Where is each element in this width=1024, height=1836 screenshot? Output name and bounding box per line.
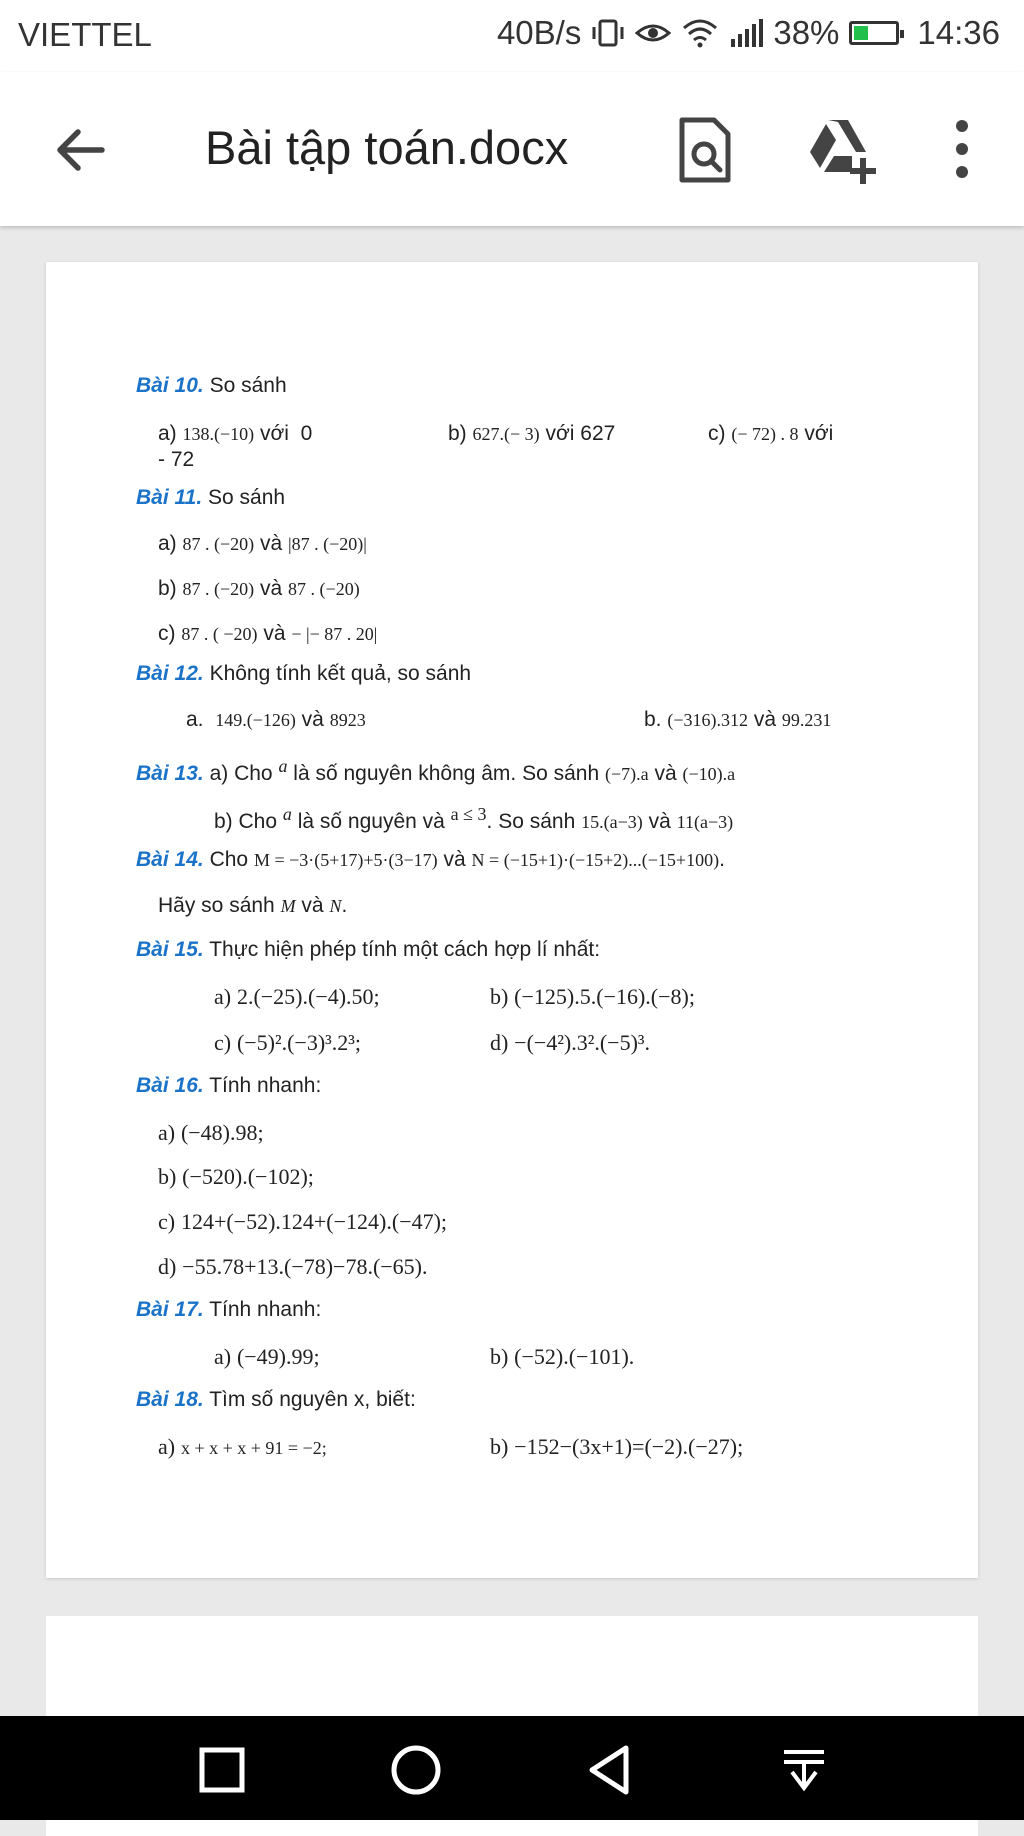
exercise-17-heading bbox=[136, 1298, 321, 1322]
exercise-text: Hãy so sánh bbox=[158, 894, 275, 917]
math-expression: (−520).(−102); bbox=[182, 1164, 314, 1189]
math-expression: 138.(−10) bbox=[182, 424, 255, 444]
exercise-label: Bài 12. bbox=[136, 662, 204, 685]
back-icon[interactable] bbox=[582, 1742, 638, 1798]
item-label: a. bbox=[186, 708, 204, 731]
punctuation: . bbox=[719, 848, 725, 871]
math-expression: x + x + x + 91 = −2; bbox=[180, 1438, 327, 1458]
item-label: b) bbox=[158, 1164, 177, 1189]
exercise-text: So sánh bbox=[208, 486, 286, 509]
math-expression: −55.78+13.(−78)−78.(−65). bbox=[182, 1254, 428, 1279]
math-expression: (−5)².(−3)³.2³; bbox=[236, 1030, 361, 1055]
math-expression: 87 . ( −20) bbox=[181, 624, 258, 644]
exercise-13-b bbox=[214, 804, 733, 834]
item-label: b) bbox=[490, 1344, 509, 1369]
exercise-label: Bài 11. bbox=[136, 486, 203, 509]
connector-text: và bbox=[301, 708, 324, 731]
math-expression: 99.231 bbox=[781, 710, 832, 730]
exercise-15-b bbox=[490, 984, 695, 1010]
variable-symbol: N bbox=[329, 896, 342, 916]
connector-text: và bbox=[753, 708, 777, 731]
exercise-15-a bbox=[214, 984, 380, 1010]
exercise-11-heading bbox=[136, 486, 285, 510]
math-expression: (−10).a bbox=[682, 764, 736, 784]
exercise-18-heading bbox=[136, 1388, 416, 1412]
item-label: a) bbox=[214, 1344, 232, 1369]
exercise-16-c bbox=[158, 1209, 447, 1235]
item-label: a) bbox=[158, 1120, 176, 1145]
item-label: c) bbox=[158, 622, 176, 645]
recent-apps-icon[interactable] bbox=[194, 1742, 250, 1798]
item-label: b) bbox=[448, 422, 467, 445]
exercise-label: Bài 10. bbox=[136, 374, 204, 397]
item-label: a) bbox=[158, 532, 177, 555]
item-label: b) bbox=[490, 1434, 509, 1459]
notification-pull-icon[interactable] bbox=[776, 1742, 832, 1798]
item-label: a) bbox=[214, 984, 232, 1009]
connector-text: và bbox=[260, 577, 283, 600]
exercise-10-b bbox=[448, 422, 615, 446]
value-text: 0 bbox=[300, 422, 313, 445]
exercise-15-heading bbox=[136, 938, 600, 962]
exercise-label: Bài 13. bbox=[136, 762, 204, 785]
math-expression: |87 . (−20)| bbox=[288, 534, 367, 554]
eye-comfort-icon bbox=[635, 19, 671, 47]
network-speed: 40B/s bbox=[496, 14, 582, 51]
exercise-18-a bbox=[158, 1434, 327, 1460]
document-page[interactable] bbox=[46, 262, 978, 1578]
exercise-12-b bbox=[644, 708, 831, 732]
connector-text: và bbox=[301, 894, 324, 917]
more-options-icon[interactable] bbox=[950, 118, 974, 180]
battery-level-fill bbox=[854, 26, 868, 40]
exercise-text: Tính nhanh: bbox=[209, 1074, 322, 1097]
exercise-label: Bài 14. bbox=[136, 848, 204, 871]
connector-text: và bbox=[260, 532, 283, 555]
math-expression: 627.(− 3) bbox=[472, 424, 540, 444]
item-label: a) bbox=[158, 1434, 176, 1459]
exercise-18-b bbox=[490, 1434, 743, 1460]
connector-text: và bbox=[648, 810, 671, 833]
exercise-text: b) Cho bbox=[214, 810, 278, 833]
wifi-icon bbox=[681, 18, 719, 48]
back-arrow-icon[interactable] bbox=[52, 122, 108, 178]
home-icon[interactable] bbox=[388, 1742, 444, 1798]
math-expression: 149.(−126) bbox=[215, 710, 296, 730]
math-expression: (−7).a bbox=[605, 764, 649, 784]
exercise-label: Bài 17. bbox=[136, 1298, 204, 1321]
item-label: b) bbox=[490, 984, 509, 1009]
math-expression: M = −3·(5+17)+5·(3−17) bbox=[253, 850, 438, 870]
math-expression: (−125).5.(−16).(−8); bbox=[514, 984, 695, 1009]
status-bar bbox=[0, 0, 1024, 72]
math-expression: (− 72) . 8 bbox=[731, 424, 799, 444]
document-title: Bài tập toán.docx bbox=[205, 121, 569, 174]
exercise-text: là số nguyên không âm. So sánh bbox=[293, 762, 600, 785]
status-icons bbox=[497, 14, 1000, 52]
exercise-16-heading bbox=[136, 1074, 321, 1098]
exercise-text: Thực hiện phép tính một cách hợp lí nhất: bbox=[209, 938, 601, 961]
variable-symbol: a bbox=[282, 804, 292, 824]
clock: 14:36 bbox=[917, 14, 1000, 51]
battery-icon bbox=[849, 21, 899, 45]
exercise-10-heading bbox=[136, 374, 287, 398]
math-expression: − |− 87 . 20| bbox=[291, 624, 378, 644]
exercise-label: Bài 15. bbox=[136, 938, 204, 961]
connector-text: với bbox=[260, 422, 289, 445]
exercise-11-a bbox=[158, 532, 367, 556]
math-expression: (−52).(−101). bbox=[514, 1344, 635, 1369]
math-expression: 87 . (−20) bbox=[182, 534, 255, 554]
exercise-11-b bbox=[158, 577, 360, 601]
exercise-text: Tính nhanh: bbox=[209, 1298, 322, 1321]
exercise-10-c-value: - 72 bbox=[158, 448, 195, 471]
math-expression: 2.(−25).(−4).50; bbox=[236, 984, 380, 1009]
variable-symbol: M bbox=[280, 896, 296, 916]
exercise-10-a bbox=[158, 422, 312, 446]
variable-symbol: a bbox=[278, 756, 288, 776]
exercise-16-d bbox=[158, 1254, 428, 1280]
math-expression: 8923 bbox=[329, 710, 366, 730]
battery-percent: 38% bbox=[773, 14, 840, 51]
math-expression: N = (−15+1)·(−15+2)...(−15+100) bbox=[471, 850, 720, 870]
math-expression: 87 . (−20) bbox=[288, 579, 360, 599]
app-bar bbox=[0, 72, 1024, 226]
exercise-14-question bbox=[158, 894, 347, 918]
exercise-16-b bbox=[158, 1164, 314, 1190]
math-expression: (−49).99; bbox=[236, 1344, 320, 1369]
exercise-15-c bbox=[214, 1030, 361, 1056]
add-to-drive-icon[interactable] bbox=[806, 116, 878, 186]
exercise-17-a bbox=[214, 1344, 320, 1370]
connector-text: với bbox=[545, 422, 575, 445]
exercise-17-b bbox=[490, 1344, 634, 1370]
exercise-12-a bbox=[186, 708, 366, 732]
exercise-13-a bbox=[136, 756, 735, 786]
math-expression: a ≤ 3 bbox=[450, 804, 487, 824]
math-expression: (−48).98; bbox=[180, 1120, 264, 1145]
carrier-name: VIETTEL bbox=[18, 16, 152, 53]
item-label: c) bbox=[214, 1030, 232, 1055]
navigation-bar bbox=[0, 1716, 1024, 1820]
connector-text: và bbox=[443, 848, 466, 871]
exercise-label: Bài 18. bbox=[136, 1388, 204, 1411]
find-in-document-icon[interactable] bbox=[676, 116, 734, 184]
item-label: b. bbox=[644, 708, 662, 731]
math-expression: 124+(−52).124+(−124).(−47); bbox=[180, 1209, 448, 1234]
exercise-16-a bbox=[158, 1120, 264, 1146]
exercise-text: là số nguyên và bbox=[297, 810, 445, 833]
exercise-11-c bbox=[158, 622, 377, 646]
vibrate-icon bbox=[591, 18, 625, 48]
math-expression: −(−4²).3².(−5)³. bbox=[514, 1030, 650, 1055]
connector-text: với bbox=[804, 422, 834, 445]
exercise-text: . So sánh bbox=[486, 810, 576, 833]
item-label: b) bbox=[158, 577, 177, 600]
math-expression: −152−(3x+1)=(−2).(−27); bbox=[514, 1434, 744, 1459]
signal-icon bbox=[729, 19, 763, 47]
item-label: c) bbox=[158, 1209, 176, 1234]
punctuation: . bbox=[341, 894, 348, 917]
exercise-12-heading bbox=[136, 662, 471, 686]
item-label: d) bbox=[490, 1030, 509, 1055]
value-text: 627 bbox=[580, 422, 616, 445]
item-label: a) bbox=[158, 422, 177, 445]
exercise-label: Bài 16. bbox=[136, 1074, 204, 1097]
exercise-text: Không tính kết quả, so sánh bbox=[209, 662, 472, 685]
item-label: d) bbox=[158, 1254, 177, 1279]
connector-text: và bbox=[654, 762, 677, 785]
exercise-text: a) Cho bbox=[209, 762, 273, 785]
exercise-14-heading bbox=[136, 848, 725, 872]
math-expression: 87 . (−20) bbox=[182, 579, 255, 599]
exercise-15-d bbox=[490, 1030, 650, 1056]
exercise-text: Cho bbox=[209, 848, 249, 871]
math-expression: (−316).312 bbox=[667, 710, 748, 730]
item-label: c) bbox=[708, 422, 726, 445]
exercise-text: So sánh bbox=[209, 374, 287, 397]
math-expression: 15.(a−3) bbox=[581, 812, 643, 832]
exercise-text: Tìm số nguyên x, biết: bbox=[209, 1388, 416, 1411]
connector-text: và bbox=[263, 622, 286, 645]
math-expression: 11(a−3) bbox=[676, 812, 734, 832]
exercise-10-c bbox=[708, 422, 833, 446]
